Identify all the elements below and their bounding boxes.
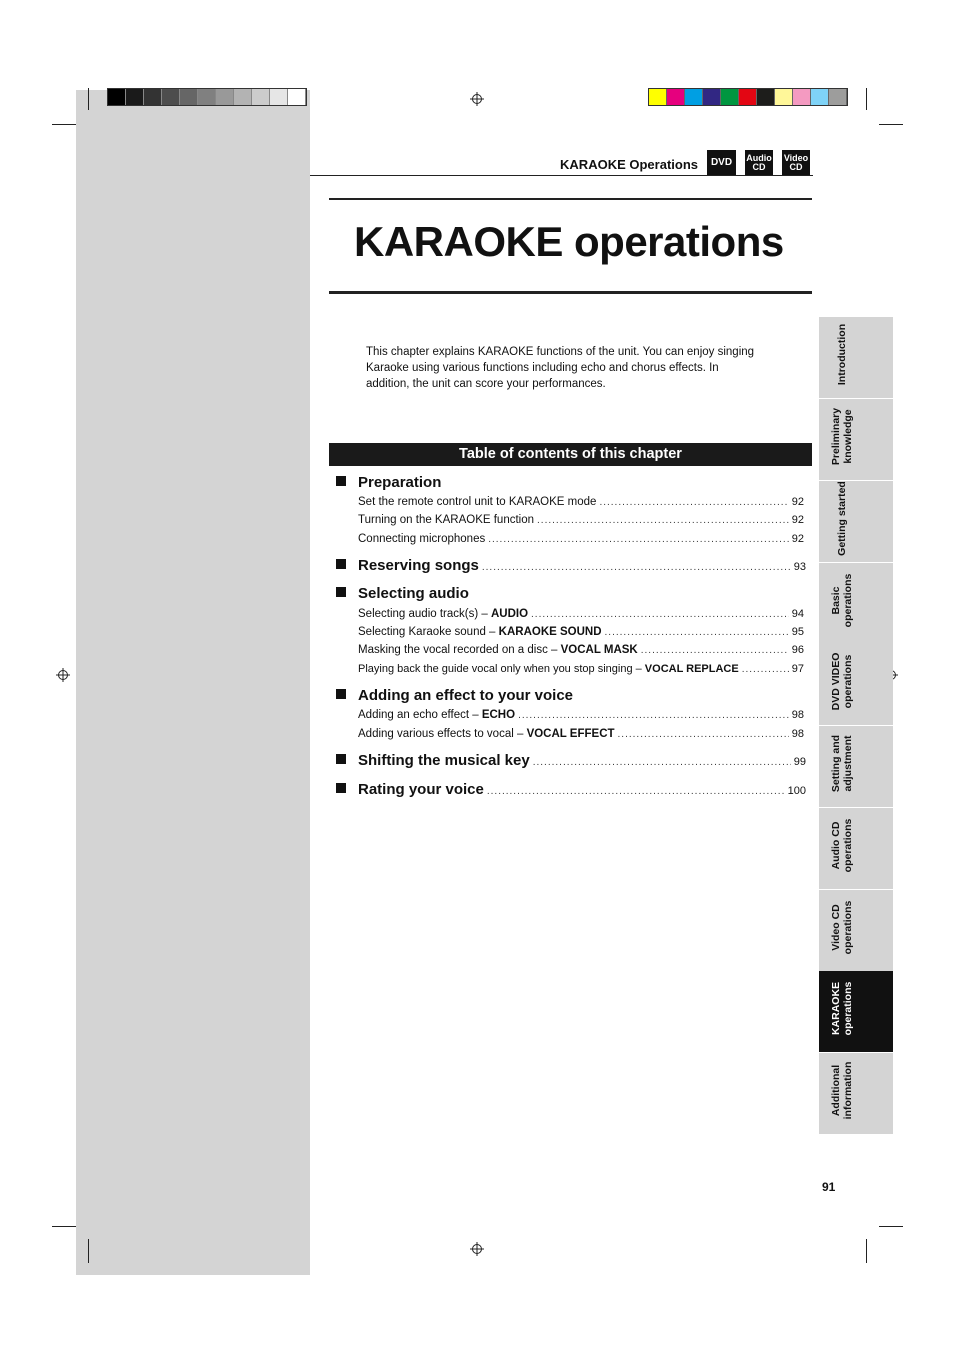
toc-section-reserving-songs[interactable] bbox=[336, 557, 806, 574]
tab-label-line: Preliminary bbox=[830, 407, 842, 466]
header-rule bbox=[310, 175, 813, 176]
crop-mark bbox=[52, 124, 76, 125]
tab-label-line: operations bbox=[842, 818, 854, 873]
entry-plain: Selecting Karaoke sound – bbox=[358, 626, 499, 638]
toc-section-preparation[interactable] bbox=[336, 474, 806, 491]
toc-entry[interactable] bbox=[358, 608, 804, 620]
tab-label bbox=[822, 887, 862, 968]
tab-label bbox=[822, 478, 862, 559]
entry-keyword: ECHO bbox=[481, 709, 516, 721]
title-rule-bottom bbox=[329, 291, 812, 294]
color-swatch bbox=[649, 89, 667, 105]
badge-line: Video bbox=[783, 152, 809, 163]
entry-keyword: VOCAL EFFECT bbox=[526, 728, 615, 740]
toc-section-title: Adding an effect to your voice bbox=[358, 687, 574, 704]
tab-karaoke-operations[interactable] bbox=[819, 971, 893, 1053]
crop-mark bbox=[879, 1226, 903, 1227]
toc-page-number: 100 bbox=[787, 785, 806, 797]
tab-label bbox=[822, 1050, 862, 1131]
gray-swatch bbox=[216, 89, 234, 105]
toc-section-title: Selecting audio bbox=[358, 585, 469, 602]
toc-entry-text bbox=[358, 709, 515, 721]
registration-mark-icon bbox=[470, 1242, 484, 1256]
entry-plain: Selecting audio track(s) – bbox=[358, 608, 491, 620]
crop-mark bbox=[866, 1239, 867, 1263]
left-margin-panel bbox=[76, 90, 310, 1275]
color-swatch bbox=[721, 89, 739, 105]
tab-label-line: Basic bbox=[830, 586, 842, 615]
toc-page-number: 97 bbox=[791, 663, 804, 675]
leader-dots bbox=[599, 497, 788, 508]
tab-label-line: Introduction bbox=[836, 323, 848, 386]
entry-keyword: VOCAL MASK bbox=[560, 644, 638, 656]
tab-label-line: Getting started bbox=[836, 481, 848, 556]
grayscale-calibration-bar bbox=[107, 88, 307, 106]
tab-label bbox=[822, 968, 862, 1049]
tab-label-line: operations bbox=[842, 981, 854, 1036]
tab-setting-adjustment[interactable] bbox=[819, 726, 893, 808]
toc-entry[interactable] bbox=[358, 728, 804, 740]
audio-cd-badge-icon bbox=[745, 150, 773, 175]
tab-label-line: KARAOKE bbox=[830, 981, 842, 1036]
tab-label-line: adjustment bbox=[842, 735, 854, 792]
intro-paragraph: This chapter explains KARAOKE functions of the unit. You can enjoy singing Karaoke using various functions including echo and chorus effects. In addition, the unit can score your performances. bbox=[366, 346, 755, 390]
color-swatch bbox=[829, 89, 847, 105]
entry-keyword: AUDIO bbox=[490, 608, 529, 620]
gray-swatch bbox=[108, 89, 126, 105]
toc-page-number: 98 bbox=[791, 709, 804, 721]
tab-getting-started[interactable] bbox=[819, 481, 893, 563]
square-bullet-icon bbox=[336, 587, 346, 597]
color-swatch bbox=[739, 89, 757, 105]
toc-page-number: 92 bbox=[791, 533, 804, 545]
gray-swatch bbox=[180, 89, 198, 105]
page-number: 91 bbox=[822, 1180, 836, 1194]
running-header: KARAOKE Operations bbox=[560, 157, 698, 172]
badge-line: CD bbox=[789, 161, 803, 172]
toc-entry-text bbox=[358, 608, 528, 620]
toc-section-shifting-key[interactable] bbox=[336, 752, 806, 769]
tab-label-line: operations bbox=[842, 573, 854, 628]
leader-dots bbox=[641, 645, 789, 656]
toc-entry[interactable] bbox=[358, 626, 804, 638]
toc-entry-text bbox=[358, 644, 638, 656]
entry-plain: Playing back the guide vocal only when you stop singing – bbox=[358, 663, 645, 675]
toc-entry-text bbox=[358, 728, 615, 740]
gray-swatch bbox=[198, 89, 216, 105]
tab-label bbox=[822, 641, 862, 722]
entry-plain: Adding an echo effect – bbox=[358, 709, 482, 721]
color-calibration-bar bbox=[648, 88, 848, 106]
toc-page-number: 94 bbox=[791, 608, 804, 620]
gray-swatch bbox=[270, 89, 288, 105]
badge-line: DVD bbox=[710, 157, 733, 168]
color-swatch bbox=[703, 89, 721, 105]
title-rule-top bbox=[329, 198, 812, 200]
tab-label bbox=[822, 314, 862, 395]
leader-dots bbox=[742, 664, 789, 675]
leader-dots bbox=[537, 515, 789, 526]
entry-plain: Masking the vocal recorded on a disc – bbox=[358, 644, 561, 656]
toc-page-number: 92 bbox=[791, 514, 804, 526]
toc-entry[interactable] bbox=[358, 533, 804, 545]
gray-swatch bbox=[144, 89, 162, 105]
toc-section-selecting-audio[interactable] bbox=[336, 585, 806, 602]
toc-section-adding-effect[interactable] bbox=[336, 687, 806, 704]
page-title: KARAOKE operations bbox=[354, 218, 784, 265]
square-bullet-icon bbox=[336, 559, 346, 569]
tab-label-line: Additional bbox=[830, 1064, 842, 1117]
gray-swatch bbox=[126, 89, 144, 105]
toc-section-title: Reserving songs bbox=[358, 557, 479, 574]
entry-keyword: KARAOKE SOUND bbox=[498, 626, 602, 638]
toc-section-title: Preparation bbox=[358, 474, 442, 491]
gray-swatch bbox=[252, 89, 270, 105]
square-bullet-icon bbox=[336, 689, 346, 699]
leader-dots bbox=[518, 710, 789, 721]
tab-introduction[interactable] bbox=[819, 317, 893, 399]
tab-label-line: operations bbox=[842, 654, 854, 709]
leader-dots bbox=[482, 562, 791, 573]
toc-page-number: 92 bbox=[791, 496, 804, 508]
leader-dots bbox=[605, 627, 789, 638]
crop-mark bbox=[88, 1239, 89, 1263]
gray-swatch bbox=[234, 89, 252, 105]
toc-heading: Table of contents of this chapter bbox=[329, 443, 812, 466]
toc-section-rating-voice[interactable] bbox=[336, 781, 806, 798]
badge-line: Audio bbox=[746, 152, 772, 163]
toc-entry[interactable] bbox=[358, 514, 804, 526]
color-swatch bbox=[757, 89, 775, 105]
toc-entry-text bbox=[358, 626, 602, 638]
badge-line: CD bbox=[752, 161, 766, 172]
tab-label-line: knowledge bbox=[842, 409, 854, 464]
tab-label-line: Video CD bbox=[830, 904, 842, 951]
gray-swatch bbox=[288, 89, 306, 105]
registration-mark-icon bbox=[470, 92, 484, 106]
leader-dots bbox=[533, 757, 791, 768]
crop-mark bbox=[879, 124, 903, 125]
toc-page-number: 93 bbox=[793, 561, 806, 573]
registration-mark-icon bbox=[56, 668, 70, 682]
toc-page-number: 99 bbox=[793, 756, 806, 768]
square-bullet-icon bbox=[336, 754, 346, 764]
toc-entry[interactable] bbox=[358, 496, 804, 508]
tab-label bbox=[822, 723, 862, 804]
tab-additional-information[interactable] bbox=[819, 1053, 893, 1135]
dvd-badge-icon bbox=[707, 150, 736, 175]
tab-audio-cd-operations[interactable] bbox=[819, 808, 893, 890]
toc-entry[interactable] bbox=[358, 663, 804, 675]
color-swatch bbox=[811, 89, 829, 105]
toc-page-number: 95 bbox=[791, 626, 804, 638]
leader-dots bbox=[487, 786, 785, 797]
square-bullet-icon bbox=[336, 476, 346, 486]
tab-label-line: operations bbox=[842, 900, 854, 955]
square-bullet-icon bbox=[336, 783, 346, 793]
toc-section-title: Rating your voice bbox=[358, 781, 484, 798]
entry-plain: Adding various effects to vocal – bbox=[358, 728, 527, 740]
toc-page-number: 98 bbox=[791, 728, 804, 740]
leader-dots bbox=[531, 609, 789, 620]
crop-mark bbox=[52, 1226, 76, 1227]
toc-entry-text bbox=[358, 663, 739, 675]
color-swatch bbox=[667, 89, 685, 105]
crop-mark bbox=[866, 88, 867, 110]
toc-entry[interactable] bbox=[358, 644, 804, 656]
video-cd-badge-icon bbox=[782, 150, 810, 175]
tab-label bbox=[822, 396, 862, 477]
gray-swatch bbox=[162, 89, 180, 105]
leader-dots bbox=[618, 729, 789, 740]
tab-label-line: information bbox=[842, 1061, 854, 1120]
leader-dots bbox=[488, 534, 789, 545]
toc-entry-text: Turning on the KARAOKE function bbox=[358, 514, 535, 526]
tab-label-line: Audio CD bbox=[830, 821, 842, 870]
tab-dvd-video-operations[interactable] bbox=[819, 644, 893, 726]
tab-label bbox=[822, 560, 862, 641]
crop-mark bbox=[88, 88, 89, 110]
tab-label-line: DVD VIDEO bbox=[830, 652, 842, 711]
color-swatch bbox=[793, 89, 811, 105]
entry-keyword: VOCAL REPLACE bbox=[644, 663, 739, 675]
toc-page-number: 96 bbox=[791, 644, 804, 656]
toc-section-title: Shifting the musical key bbox=[358, 752, 530, 769]
tab-video-cd-operations[interactable] bbox=[819, 890, 893, 972]
tab-label bbox=[822, 805, 862, 886]
tab-preliminary-knowledge[interactable] bbox=[819, 399, 893, 481]
toc-entry-text: Connecting microphones bbox=[358, 533, 486, 545]
color-swatch bbox=[775, 89, 793, 105]
toc-entry[interactable] bbox=[358, 709, 804, 721]
toc-entry-text: Set the remote control unit to KARAOKE mode bbox=[358, 496, 597, 508]
tab-basic-operations[interactable] bbox=[819, 563, 893, 645]
color-swatch bbox=[685, 89, 703, 105]
tab-label-line: Setting and bbox=[830, 734, 842, 793]
